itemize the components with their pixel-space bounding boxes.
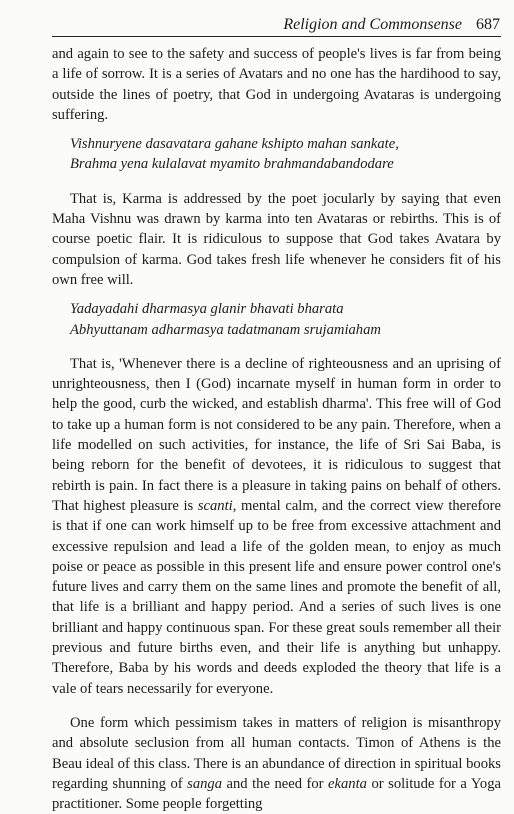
term-ekanta: ekanta: [328, 775, 367, 792]
paragraph-3-text-b: , mental calm, and the correct view therefore is that if one can work himself up to be free from excessive attachment and excessive repulsion and lead a life of the golden mean, to enjoy as much poise or peace as possible in this present life and ensure power control one's future lives and carry them on the same lines and promote the benefit of all, that life is a brilliant and happy period. And a series of such lives is one brilliant and happy continuous span. For these great souls remember all their previous and future births even, and their life is anything but unhappy. Therefore, Baba by his words and deeds exploded the theory that life is a vale of tears necessarily for everyone.: [52, 497, 501, 697]
term-sanga: sanga: [187, 775, 223, 792]
paragraph-1: and again to see to the safety and success of people's lives is far from being a life of sorrow. It is a series of Avatars and no one has the hardihood to say, outside the lines of poetry, that God in undergoing Avataras is undergoing suffering.: [52, 46, 501, 123]
verse-line: Vishnuryene dasavatara gahane kshipto mahan sankate,: [70, 136, 399, 153]
running-header: [232, 16, 500, 34]
running-title: Religion and Commonsense: [283, 16, 462, 33]
verse-line: Yadayadahi dharmasya glanir bhavati bharata: [70, 301, 344, 318]
paragraph-4-text-b: and the need for: [222, 775, 329, 792]
paragraph-4: [52, 713, 501, 814]
verse-line: Brahma yena kulalavat myamito brahmandabandodare: [70, 156, 394, 173]
paragraph-2: That is, Karma is addressed by the poet jocularly by saying that even Maha Vishnu was drawn by karma into ten Avataras or rebirths. This is of course poetic flair. It is ridiculous to suppose that God takes Avatara by compulsion of karma. God takes fresh life whenever he considers fit of his own free will.: [52, 190, 501, 288]
header-rule: [52, 36, 501, 37]
paragraph-4-text-c: or solitude for a Yoga practitioner. Some people forgetting: [52, 775, 501, 813]
paragraph-3-text-a: That is, 'Whenever there is a decline of righteousness and an uprising of unrighteousness, then I (God) incarnate myself in human form in order to help the good, curb the wicked, and establish dharma'. This free will of God to take up a human form is not considered to be any pain. Therefore, when a life modelled on such activities, for instance, the life of Sri Sai Baba, is being reborn for the benefit of devotees, it is ridiculous to suggest that rebirth is pain. In fact there is a pleasure in taking pains on behalf of others. That highest pleasure is: [52, 355, 501, 514]
page-number: 687: [476, 16, 500, 33]
page-body: [52, 44, 501, 814]
verse-block-2: [70, 299, 501, 340]
paragraph-4-text-a: One form which pessimism takes in matters of religion is misanthropy and absolute seclusion from all human contacts. Timon of Athens is the Beau ideal of this class. There is an abundance of direction in spiritual books regarding shunning of: [52, 714, 501, 792]
verse-line: Abhyuttanam adharmasya tadatmanam srujamiaham: [70, 321, 381, 338]
term-scanti: scanti: [197, 497, 233, 514]
verse-block-1: [70, 134, 501, 175]
paragraph-3: [52, 354, 501, 699]
